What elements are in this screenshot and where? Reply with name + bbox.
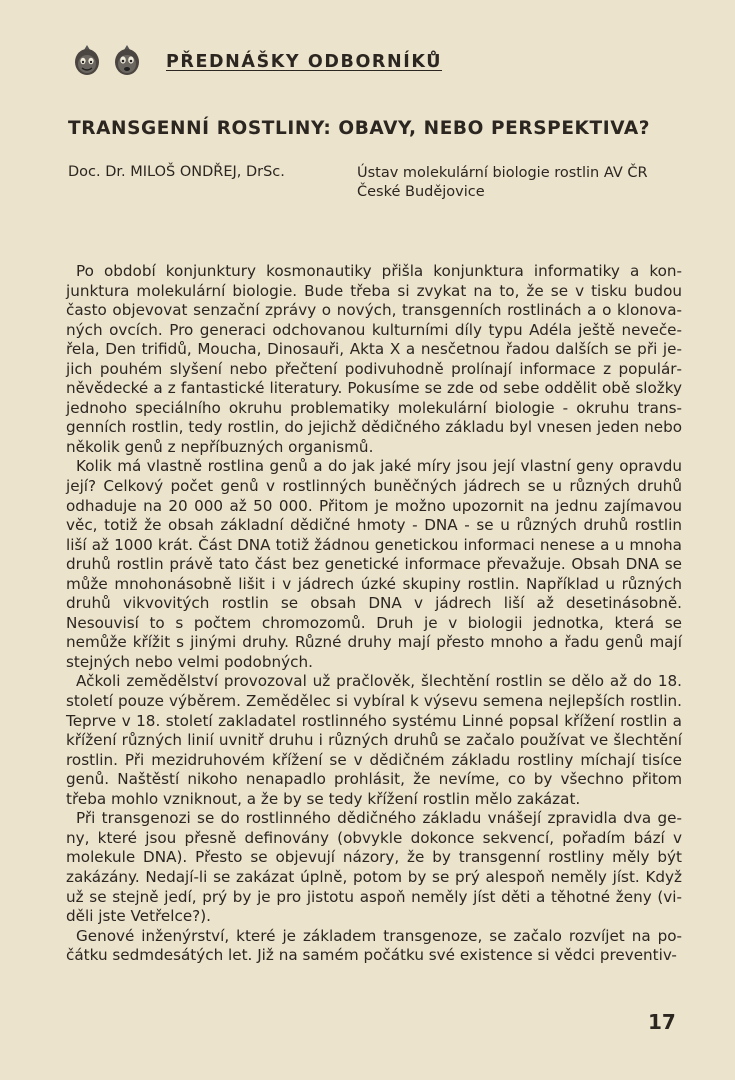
institute-line: Ústav molekulární biologie rostlin AV ČR [357, 165, 648, 181]
author-name: Doc. Dr. MILOŠ ONDŘEJ, DrSc. [68, 164, 285, 180]
tomato-face-icon [72, 42, 102, 78]
paragraph: Při transgenozi se do rostlinného dědičného základu vnášejí zpravidla dva geny, které jsou přesně definovány (obvykle dokonce sekvencí, pořadím bází v molekule DNA). Přesto se objevují názory, že by transgenní rostliny měly být zakázány. Nedají-li se zakázat úplně, potom by se prý alespoň neměly jíst. Když už se stejně jedí, prý by je pro jistotu aspoň neměly jíst děti a těhotné ženy (viděli jste Vetřelce?). [66, 809, 682, 926]
paragraph: Kolik má vlastně rostlina genů a do jak jaké míry jsou její vlastní geny opravdu její? Celkový počet genů v rostlinných buněčných jádrech se u různých druhů odhaduje na 20 000 až 50 000. Přitom je možno upozornit na jednu zajímavou věc, totiž že obsah základní dědičné hmoty - DNA - se u různých druhů rostlin liší až 1000 krát. Část DNA totiž žádnou genetickou informaci nenese a u mnoha druhů rostlin právě tato část bez genetické informace převažuje. Obsah DNA se může mnohonásobně lišit i v jádrech úzké skupiny rostlin. Například u různých druhů vikvovitých rostlin se obsah DNA v jádrech liší až desetinásobně. Nesouvisí to s počtem chromozomů. Druh je v biologii jednotka, která se nemůže křížit s jinými druhy. Různé druhy mají přesto mnoho a řadu genů mají stejných nebo velmi podobných. [66, 457, 682, 671]
tomato-face-icon [112, 42, 142, 78]
section-header [72, 42, 442, 78]
paragraph: Ačkoli zemědělství provozoval už pračlověk, šlechtění rostlin se dělo až do 18. století pouze výběrem. Zemědělec si vybíral k výsevu semena nejlepších rostlin. Teprve v 18. století zakladatel rostlinného systému Linné popsal křížení rostlin a křížení různých linií uvnitř druhu i různých druhů se začalo používat ve šlechtění rostlin. Při mezidruhovém křížení se v dědičném základu rostliny míchají tisíce genů. Naštěstí nikoho nenapadlo prohlásit, že nevíme, co by všechno přitom třeba mohlo vzniknout, a že by se tedy křížení rostlin mělo zakázat. [66, 672, 682, 808]
institute-city: České Budějovice [357, 184, 485, 200]
page-number: 17 [648, 1010, 676, 1034]
article-body [66, 262, 682, 966]
author-affiliation [357, 164, 648, 202]
paragraph: Genové inženýrství, které je základem transgenoze, se začalo rozvíjet na počátku sedmdesátých let. Již na samém počátku své existence si vědci preventiv- [66, 926, 682, 965]
article-title: TRANSGENNÍ ROSTLINY: OBAVY, NEBO PERSPEKTIVA? [68, 118, 651, 139]
section-title: PŘEDNÁŠKY ODBORNÍKŮ [166, 52, 443, 72]
paragraph: Po období konjunktury kosmonautiky přišla konjunktura informatiky a konjunktura molekulární biologie. Bude třeba si zvykat na to, že se v tisku budou často objevovat senzační zprávy o nových, transgenních rostlinách a o klonovaných ovcích. Pro generaci odchovanou kulturními díly typu Adéla ještě nevečeřela, Den trifidů, Moucha, Dinosauři, Akta X a nesčetnou řadou dalších se při jejich pouhém slyšení nebo přečtení podivuhodně prolínají informace z populárněvědecké a z fantastické literatury. Pokusíme se zde od sebe oddělit obě složky jednoho speciálního okruhu problematiky molekulární biologie - okruhu transgenních rostlin, tedy rostlin, do jejichž dědičného základu byl vnesen jeden nebo několik genů z nepříbuzných organismů. [66, 262, 682, 456]
